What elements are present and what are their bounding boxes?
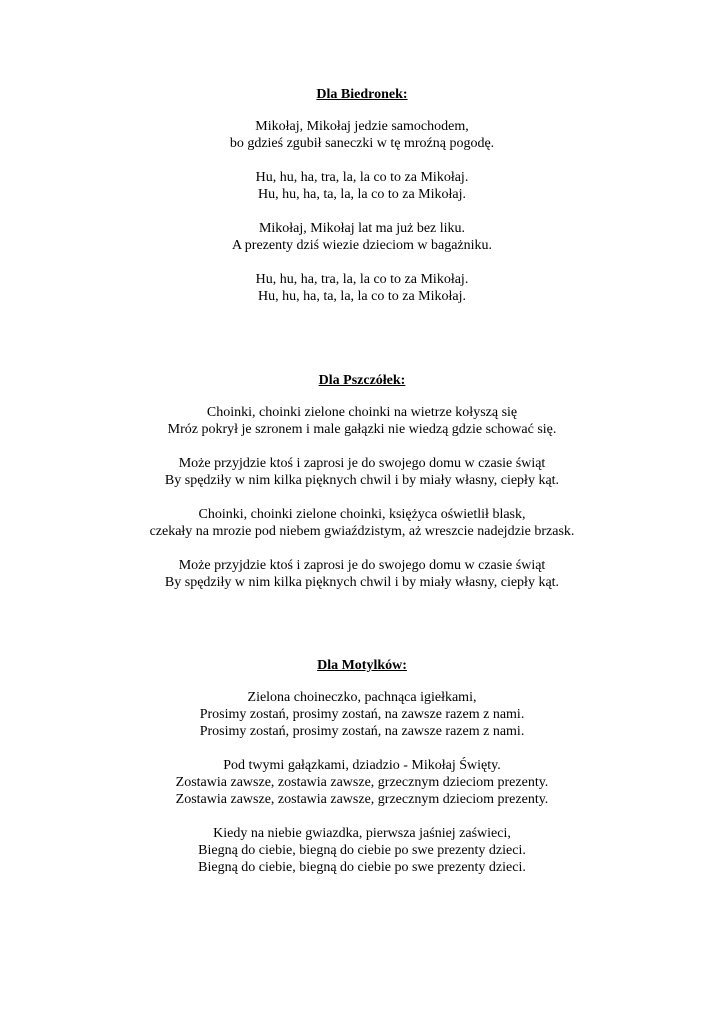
verse-line: bo gdzieś zgubił saneczki w tę mroźną pogodę. — [229, 136, 495, 151]
stanza — [0, 404, 724, 438]
section-heading: Dla Motylków: — [317, 658, 407, 673]
verse-line: Zostawia zawsze, zostawia zawsze, grzecznym dzieciom prezenty. — [175, 775, 549, 790]
stanza — [0, 455, 724, 489]
verse-line: Prosimy zostań, prosimy zostań, na zawsze razem z nami. — [199, 724, 525, 739]
verse-line: A prezenty dziś wiezie dzieciom w bagażniku. — [231, 238, 493, 253]
verse-line: Hu, hu, ha, ta, la, la co to za Mikołaj. — [258, 289, 466, 304]
verse-line: Zostawia zawsze, zostawia zawsze, grzecznym dzieciom prezenty. — [175, 792, 549, 807]
verse-line: Biegną do ciebie, biegną do ciebie po swe prezenty dzieci. — [198, 860, 526, 875]
section-motylki — [0, 657, 724, 893]
verse-line: By spędziły w nim kilka pięknych chwil i by miały własny, ciepły kąt. — [164, 575, 560, 590]
verse-line: By spędziły w nim kilka pięknych chwil i by miały własny, ciepły kąt. — [164, 473, 560, 488]
stanza — [0, 757, 724, 808]
verse-line: Choinki, choinki zielone choinki na wietrze kołyszą się — [206, 405, 518, 420]
stanza — [0, 271, 724, 305]
section-heading: Dla Biedronek: — [316, 87, 408, 102]
stanza — [0, 169, 724, 203]
stanza — [0, 506, 724, 540]
verse-line: Biegną do ciebie, biegną do ciebie po swe prezenty dzieci. — [198, 843, 526, 858]
section-heading: Dla Pszczółek: — [318, 373, 406, 388]
section-biedronki — [0, 86, 724, 322]
verse-line: Mikołaj, Mikołaj lat ma już bez liku. — [258, 221, 466, 236]
verse-line: Może przyjdzie ktoś i zaprosi je do swojego domu w czasie świąt — [178, 456, 546, 471]
section-pszczolki — [0, 372, 724, 608]
stanza — [0, 220, 724, 254]
verse-line: Hu, hu, ha, tra, la, la co to za Mikołaj. — [255, 170, 469, 185]
verse-line: Prosimy zostań, prosimy zostań, na zawsze razem z nami. — [199, 707, 525, 722]
verse-line: Mikołaj, Mikołaj jedzie samochodem, — [255, 119, 469, 134]
stanza — [0, 825, 724, 876]
verse-line: Zielona choineczko, pachnąca igiełkami, — [247, 690, 477, 705]
stanza — [0, 557, 724, 591]
verse-line: Kiedy na niebie gwiazdka, pierwsza jaśniej zaświeci, — [213, 826, 511, 841]
stanza — [0, 118, 724, 152]
verse-line: Może przyjdzie ktoś i zaprosi je do swojego domu w czasie świąt — [178, 558, 546, 573]
verse-line: czekały na mrozie pod niebem gwiaździstym, aż wreszcie nadejdzie brzask. — [149, 524, 575, 539]
verse-line: Choinki, choinki zielone choinki, księżyca oświetlił blask, — [198, 507, 526, 522]
verse-line: Hu, hu, ha, ta, la, la co to za Mikołaj. — [258, 187, 466, 202]
verse-line: Pod twymi gałązkami, dziadzio - Mikołaj Święty. — [223, 758, 501, 773]
verse-line: Mróz pokrył je szronem i male gałązki nie wiedzą gdzie schować się. — [167, 422, 557, 437]
verse-line: Hu, hu, ha, tra, la, la co to za Mikołaj. — [255, 272, 469, 287]
stanza — [0, 689, 724, 740]
